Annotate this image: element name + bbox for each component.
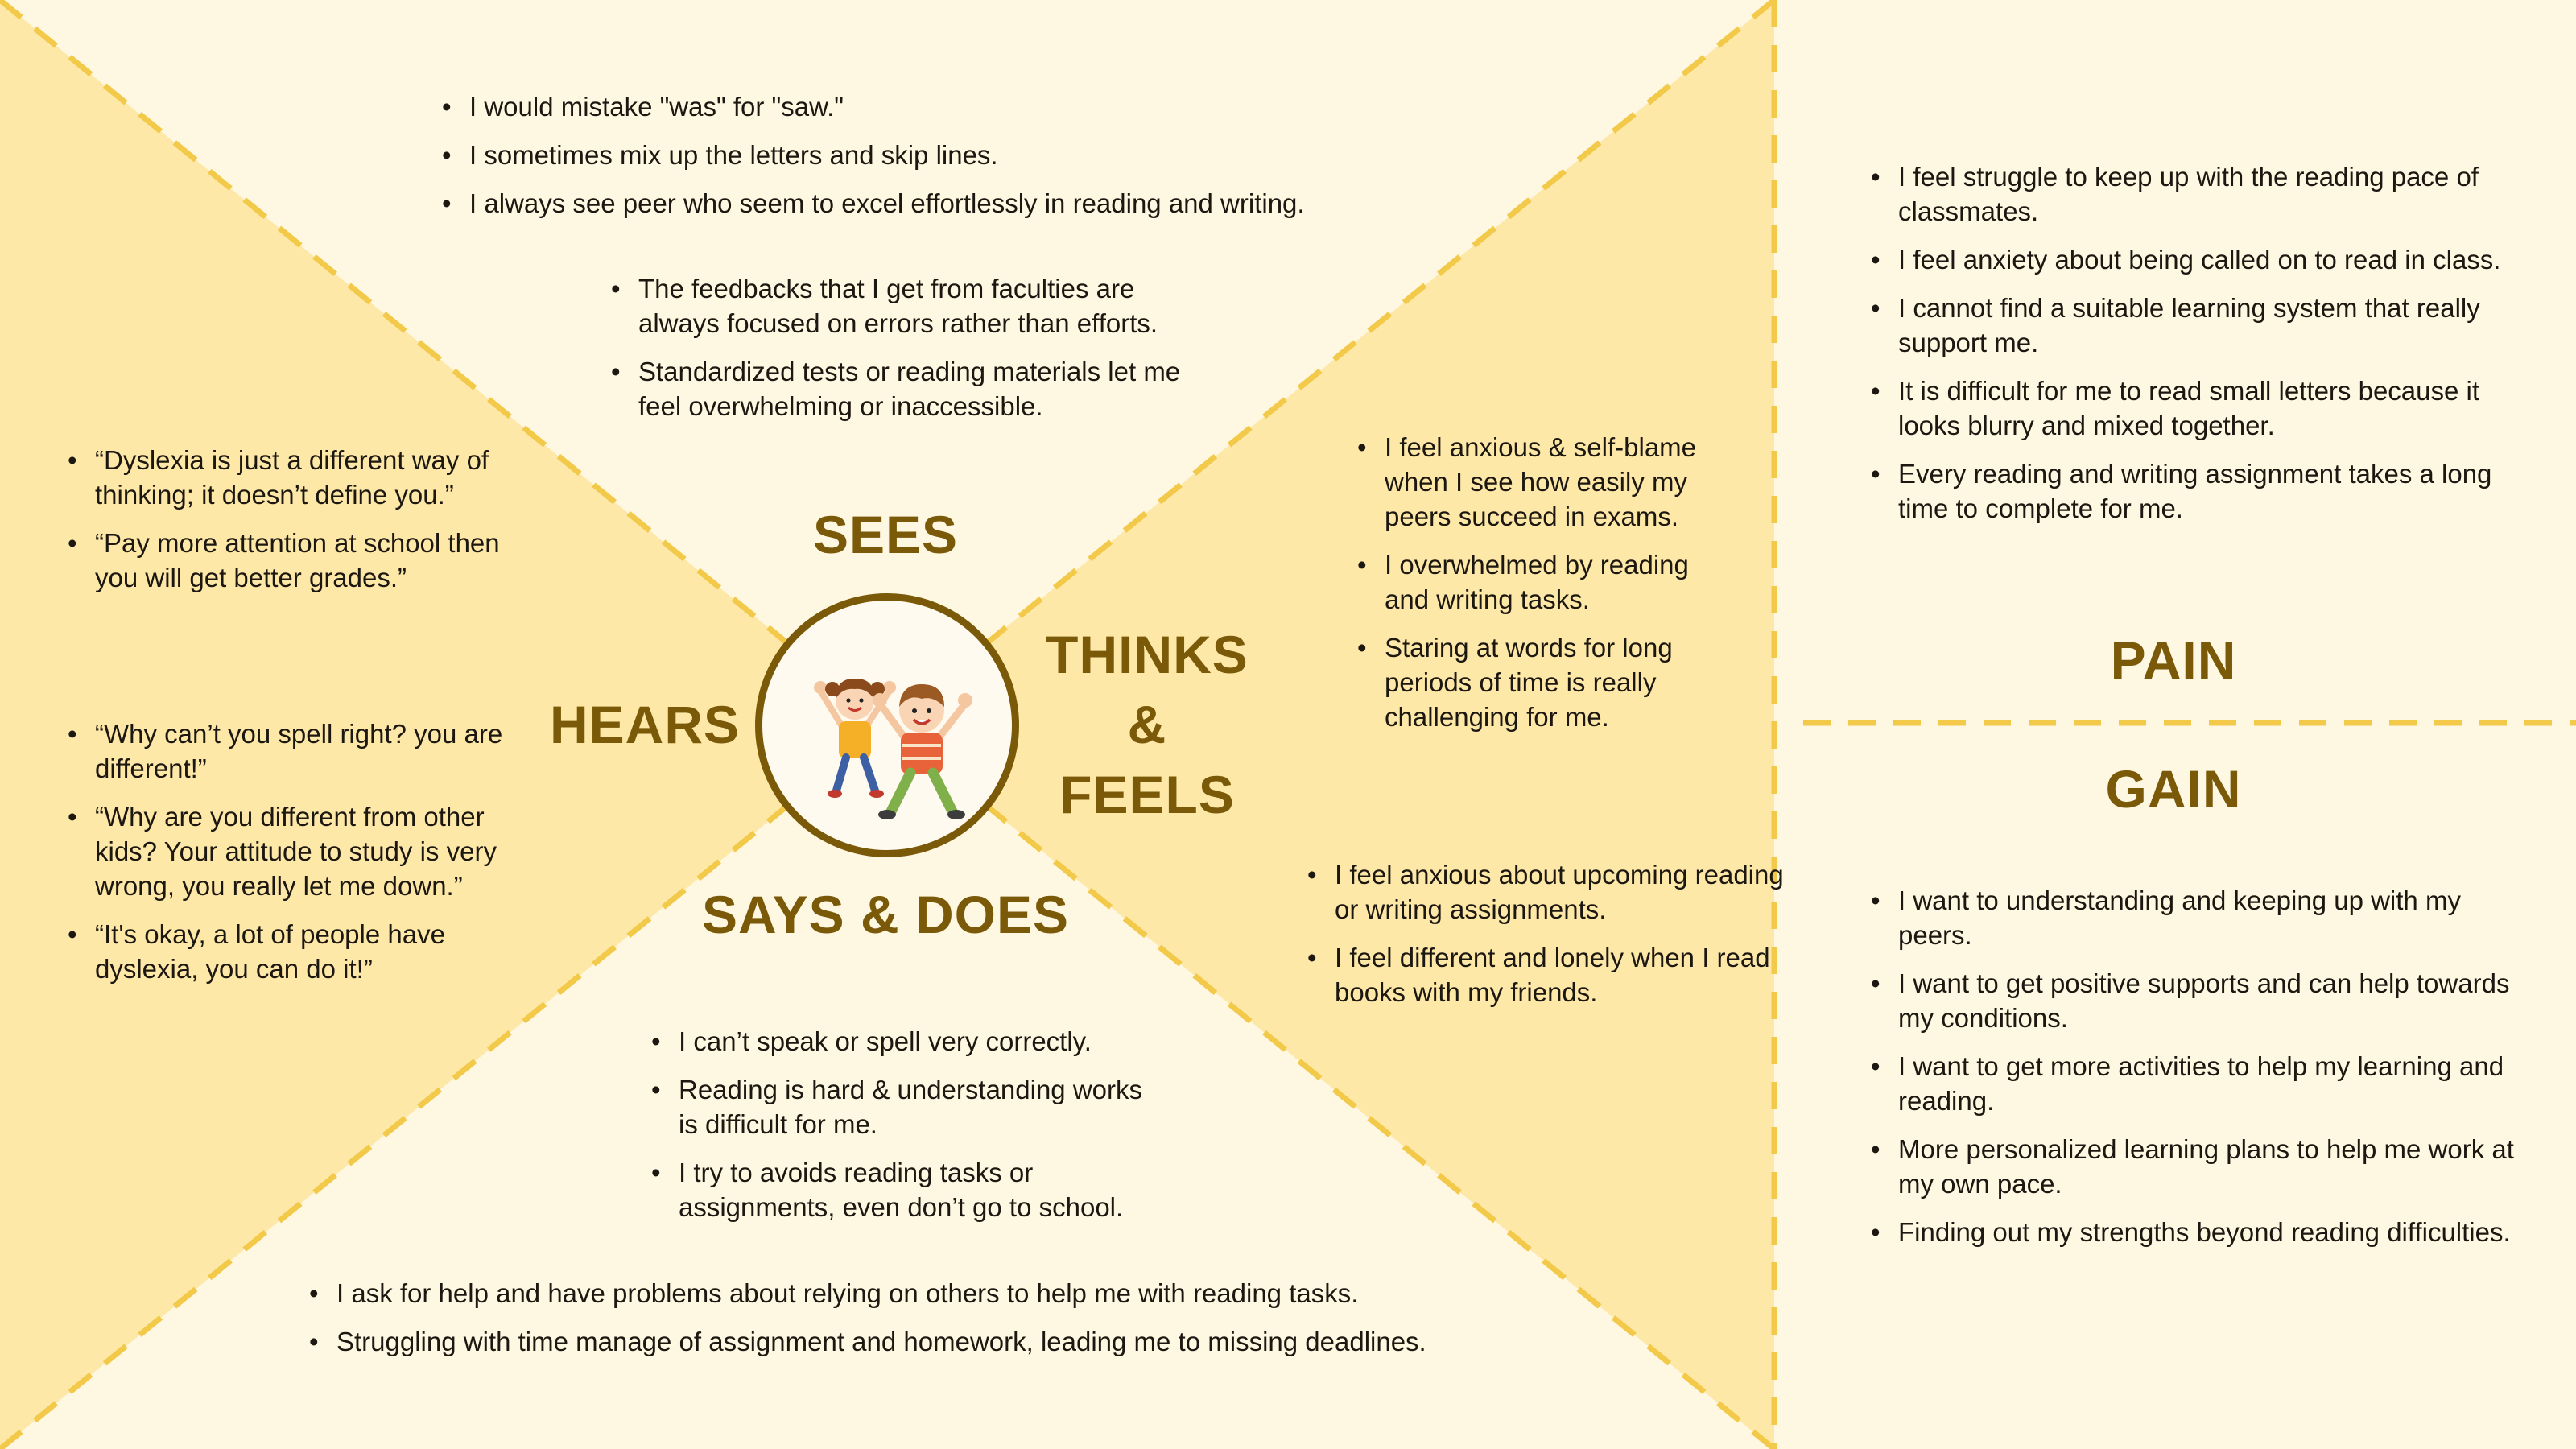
list-item: • “Dyslexia is just a different way of thinking; it doesn’t define you.” — [64, 443, 515, 512]
sees-label: SEES — [812, 505, 959, 564]
list-item: • I cannot find a suitable learning system that really support me. — [1868, 291, 2528, 360]
list-item: • Finding out my strengths beyond reading difficulties. — [1868, 1215, 2528, 1249]
hears-upper-list — [64, 443, 515, 609]
list-item: • I feel anxious about upcoming reading or writing assignments. — [1304, 857, 1787, 927]
list-item: • I would mistake "was" for "saw." — [439, 89, 1469, 124]
list-item: • I always see peer who seem to excel effortlessly in reading and writing. — [439, 186, 1469, 221]
list-item: • I want to get positive supports and can help towards my conditions. — [1868, 966, 2528, 1035]
says-does-lower-list — [306, 1276, 1530, 1373]
thinks-feels-label — [1022, 620, 1272, 830]
list-item: • “It's okay, a lot of people have dyslexia, you can do it!” — [64, 917, 531, 986]
thinks-feels-upper-list — [1354, 430, 1740, 748]
pain-label: PAIN — [2110, 630, 2237, 690]
hears-lower-list — [64, 716, 531, 1000]
list-item: • “Pay more attention at school then you will get better grades.” — [64, 526, 515, 595]
list-item: • Standardized tests or reading materials let me feel overwhelming or inaccessible. — [608, 354, 1220, 423]
boy-figure — [873, 684, 972, 819]
list-item: • I feel struggle to keep up with the reading pace of classmates. — [1868, 159, 2528, 229]
says-does-label: SAYS & DOES — [701, 885, 1070, 944]
list-item: • I want to get more activities to help my learning and reading. — [1868, 1049, 2528, 1118]
feels-word: FEELS — [1059, 765, 1235, 824]
sees-lower-list — [608, 271, 1220, 437]
list-item: • I feel anxious & self-blame when I see how easily my peers succeed in exams. — [1354, 430, 1740, 534]
list-item: • The feedbacks that I get from faculties are always focused on errors rather than efforts. — [608, 271, 1220, 341]
list-item: • I feel anxiety about being called on to read in class. — [1868, 242, 2528, 277]
list-item: • Staring at words for long periods of time is really challenging for me. — [1354, 630, 1740, 734]
list-item: • I overwhelmed by reading and writing tasks. — [1354, 547, 1740, 617]
list-item: • Struggling with time manage of assignment and homework, leading me to missing deadlines. — [306, 1324, 1530, 1359]
list-item: • I try to avoids reading tasks or assignments, even don’t go to school. — [648, 1155, 1163, 1224]
list-item: • I want to understanding and keeping up with my peers. — [1868, 883, 2528, 952]
sees-top-list — [439, 89, 1469, 234]
thinks-feels-lower-list — [1304, 857, 1787, 1023]
gain-list — [1868, 883, 2528, 1263]
ampersand-word: & — [1127, 695, 1167, 754]
center-avatar — [755, 593, 1019, 857]
gain-label: GAIN — [2105, 759, 2242, 819]
thinks-word: THINKS — [1046, 625, 1249, 684]
list-item: • “Why are you different from other kids? Your attitude to study is very wrong, you really let me down.” — [64, 799, 531, 903]
list-item: • More personalized learning plans to help me work at my own pace. — [1868, 1132, 2528, 1201]
list-item: • I sometimes mix up the letters and skip lines. — [439, 138, 1469, 172]
list-item: • It is difficult for me to read small letters because it looks blurry and mixed together. — [1868, 374, 2528, 443]
two-children-cheering-illustration — [762, 601, 1012, 850]
list-item: • I ask for help and have problems about relying on others to help me with reading tasks. — [306, 1276, 1530, 1311]
list-item: • I feel different and lonely when I read books with my friends. — [1304, 940, 1787, 1009]
list-item: • I can’t speak or spell very correctly. — [648, 1024, 1163, 1059]
hears-label: HEARS — [549, 695, 741, 754]
list-item: • Every reading and writing assignment takes a long time to complete for me. — [1868, 456, 2528, 526]
says-does-upper-list — [648, 1024, 1163, 1238]
pain-list — [1868, 159, 2528, 539]
list-item: • “Why can’t you spell right? you are different!” — [64, 716, 531, 786]
list-item: • Reading is hard & understanding works is difficult for me. — [648, 1072, 1163, 1141]
